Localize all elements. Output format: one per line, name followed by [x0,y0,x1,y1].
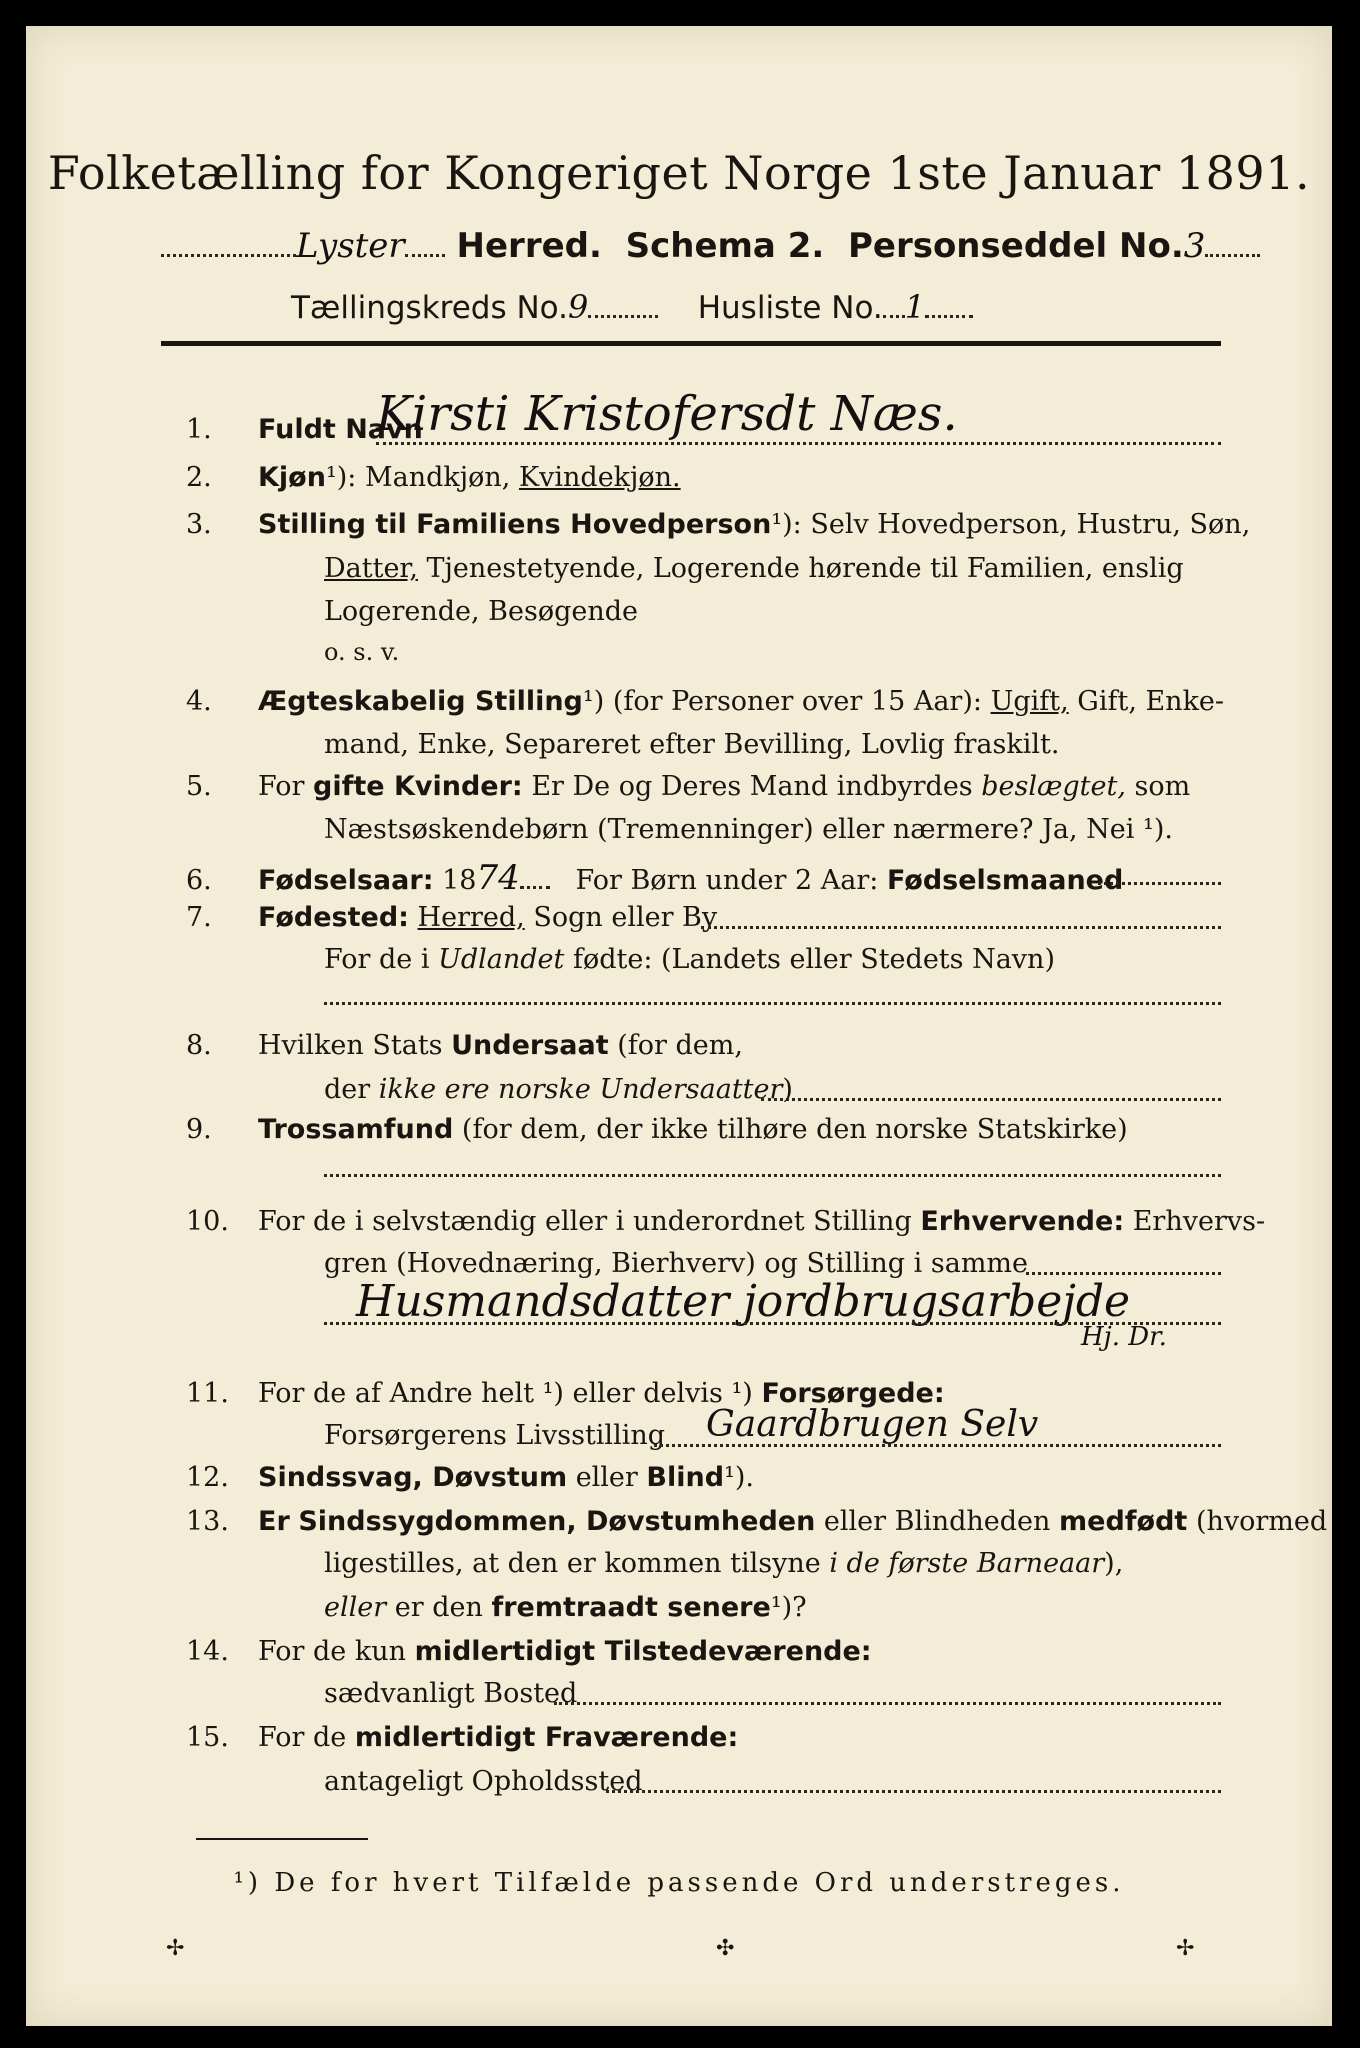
item-11-supported: 11. For de af Andre helt ¹) eller delvis ¹) Forsørgede: [186,1378,945,1409]
item-2-sex: 2. Kjøn¹): Mandkjøn, Kvindekjøn. [186,462,681,493]
item-9-religion: 9. Trossamfund (for dem, der ikke tilhøre den norske Statskirke) [186,1114,1128,1145]
husliste-value: 1 [904,288,926,326]
header-rule [161,341,1221,346]
item-10-occupation: 10. For de i selvstændig eller i underordnet Stilling Erhvervende: Erhvervs- [186,1206,1266,1237]
item-14-temporarily-present: 14. For de kun midlertidigt Tilstedeværende: [186,1636,872,1667]
corner-mark-icon: ✢ [166,1936,185,1961]
form-title: Folketælling for Kongeriget Norge 1ste Januar 1891. [47,146,1311,200]
item-8-citizenship: 8. Hvilken Stats Undersaat (for dem, [186,1030,743,1061]
supporter-value: Gaardbrugen Selv [706,1404,1039,1445]
occupation-code: Hj. Dr. [1081,1322,1167,1352]
census-form-sheet: Folketælling for Kongeriget Norge 1ste Januar 1891. Lyster Herred. Schema 2. Personseddel No.3 Tællingskreds No.9 Husliste No. 1 1. Fuldt Navn Kirsti Kristofersdt Næs. 2. Kjøn¹): Mandkjøn, Kvindekjøn. 3. Stilling til Familiens Hovedperson¹): Selv Hovedperson, Hustru, Søn, Datter, Tjenestetyende, Logerende hørende til Familien, enslig Logerende, Besøgende o. s. v. 4. Ægteskabelig Stilling¹) (for Personer over 15 Aar): Ugift, Gift, Enke- mand, Enke, Separeret efter Bevilling, Lovlig fraskilt. 5. For gifte Kvinder: Er De og Deres Mand indbyrdes beslægtet, som Næstsøskendebørn (Tremenninger) eller nærmere? Ja, Nei ¹). 6. Fødselsaar: 1874 For Børn under 2 Aar: Fødselsmaaned 7. Fødested: Herred, Sogn eller By For de i Udlandet fødte: (Landets eller Stedets Navn) 8. Hvilken Stats Undersaat (for dem, der ikke ere norske Undersaatter) 9. Trossamfund (for dem, der ikke tilhøre den norske Statskirke) 10. For de i selvstændig eller i underordnet Stilling Erhvervende: Erhvervs- gren (Hovednæring, Bierhverv) og Stilling i samme Husmandsdatter jordbrugsarbejde Hj. Dr. 11. For de af Andre helt ¹) eller delvis ¹) Forsørgede: Forsørgerens Livsstilling Gaardbrugen Selv 12. Sindssvag, Døvstum eller Blind¹). 13. Er Sindssygdommen, Døvstumheden eller Blindheden medfødt (hvormed ligestilles, at den er kommen tilsyne i de første Barneaar), eller er den fremtraadt senere¹)? 14. For de kun midlertidigt Tilstedeværende: sædvanligt Bosted 15. For de midlertidigt Fraværende: antageligt Opholdssted ¹) De for hvert Tilfælde passende Ord understreges. ✢ ✣ ✢ [26,26,1332,2026]
schema-label: Schema 2. [625,226,825,266]
birth-year-value: 74 [476,858,520,898]
corner-mark-icon: ✢ [1176,1936,1195,1961]
item-5-married-women: 5. For gifte Kvinder: Er De og Deres Mand indbyrdes beslægtet, som [186,771,1191,802]
herred-schema-line [161,226,1231,266]
item-6-birth-year: 6. Fødselsaar: 1874 For Børn under 2 Aar: Fødselsmaaned [186,858,1124,898]
footnote: ¹) De for hvert Tilfælde passende Ord understreges. [233,1868,1125,1898]
herred-value: Lyster [296,226,405,266]
full-name-value: Kirsti Kristofersdt Næs. [376,386,958,442]
item-1-full-name: 1. Fuldt Navn [186,414,423,445]
item-7-birthplace: 7. Fødested: Herred, Sogn eller By [186,902,718,933]
husliste-label: Husliste No. [697,290,883,326]
item-15-temporarily-absent: 15. For de midlertidigt Fraværende: [186,1722,739,1753]
footnote-rule [196,1838,368,1840]
item-13-congenital: 13. Er Sindssygdommen, Døvstumheden eller Blindheden medfødt (hvormed [186,1506,1328,1537]
item-4-marital-status: 4. Ægteskabelig Stilling¹) (for Personer over 15 Aar): Ugift, Gift, Enke- [186,686,1225,717]
herred-label: Herred. [456,226,602,266]
kreds-husliste-line [291,288,973,326]
center-mark-icon: ✣ [716,1936,735,1961]
kreds-value: 9 [567,288,589,326]
item-3-family-position: 3. Stilling til Familiens Hovedperson¹): Selv Hovedperson, Hustru, Søn, [186,509,1251,540]
personseddel-label: Personseddel No. [847,226,1184,266]
personseddel-value: 3 [1183,226,1206,266]
item-12-disability: 12. Sindssvag, Døvstum eller Blind¹). [186,1462,755,1493]
kreds-label: Tællingskreds No. [291,290,568,326]
occupation-value: Husmandsdatter jordbrugsarbejde [356,1276,1131,1327]
